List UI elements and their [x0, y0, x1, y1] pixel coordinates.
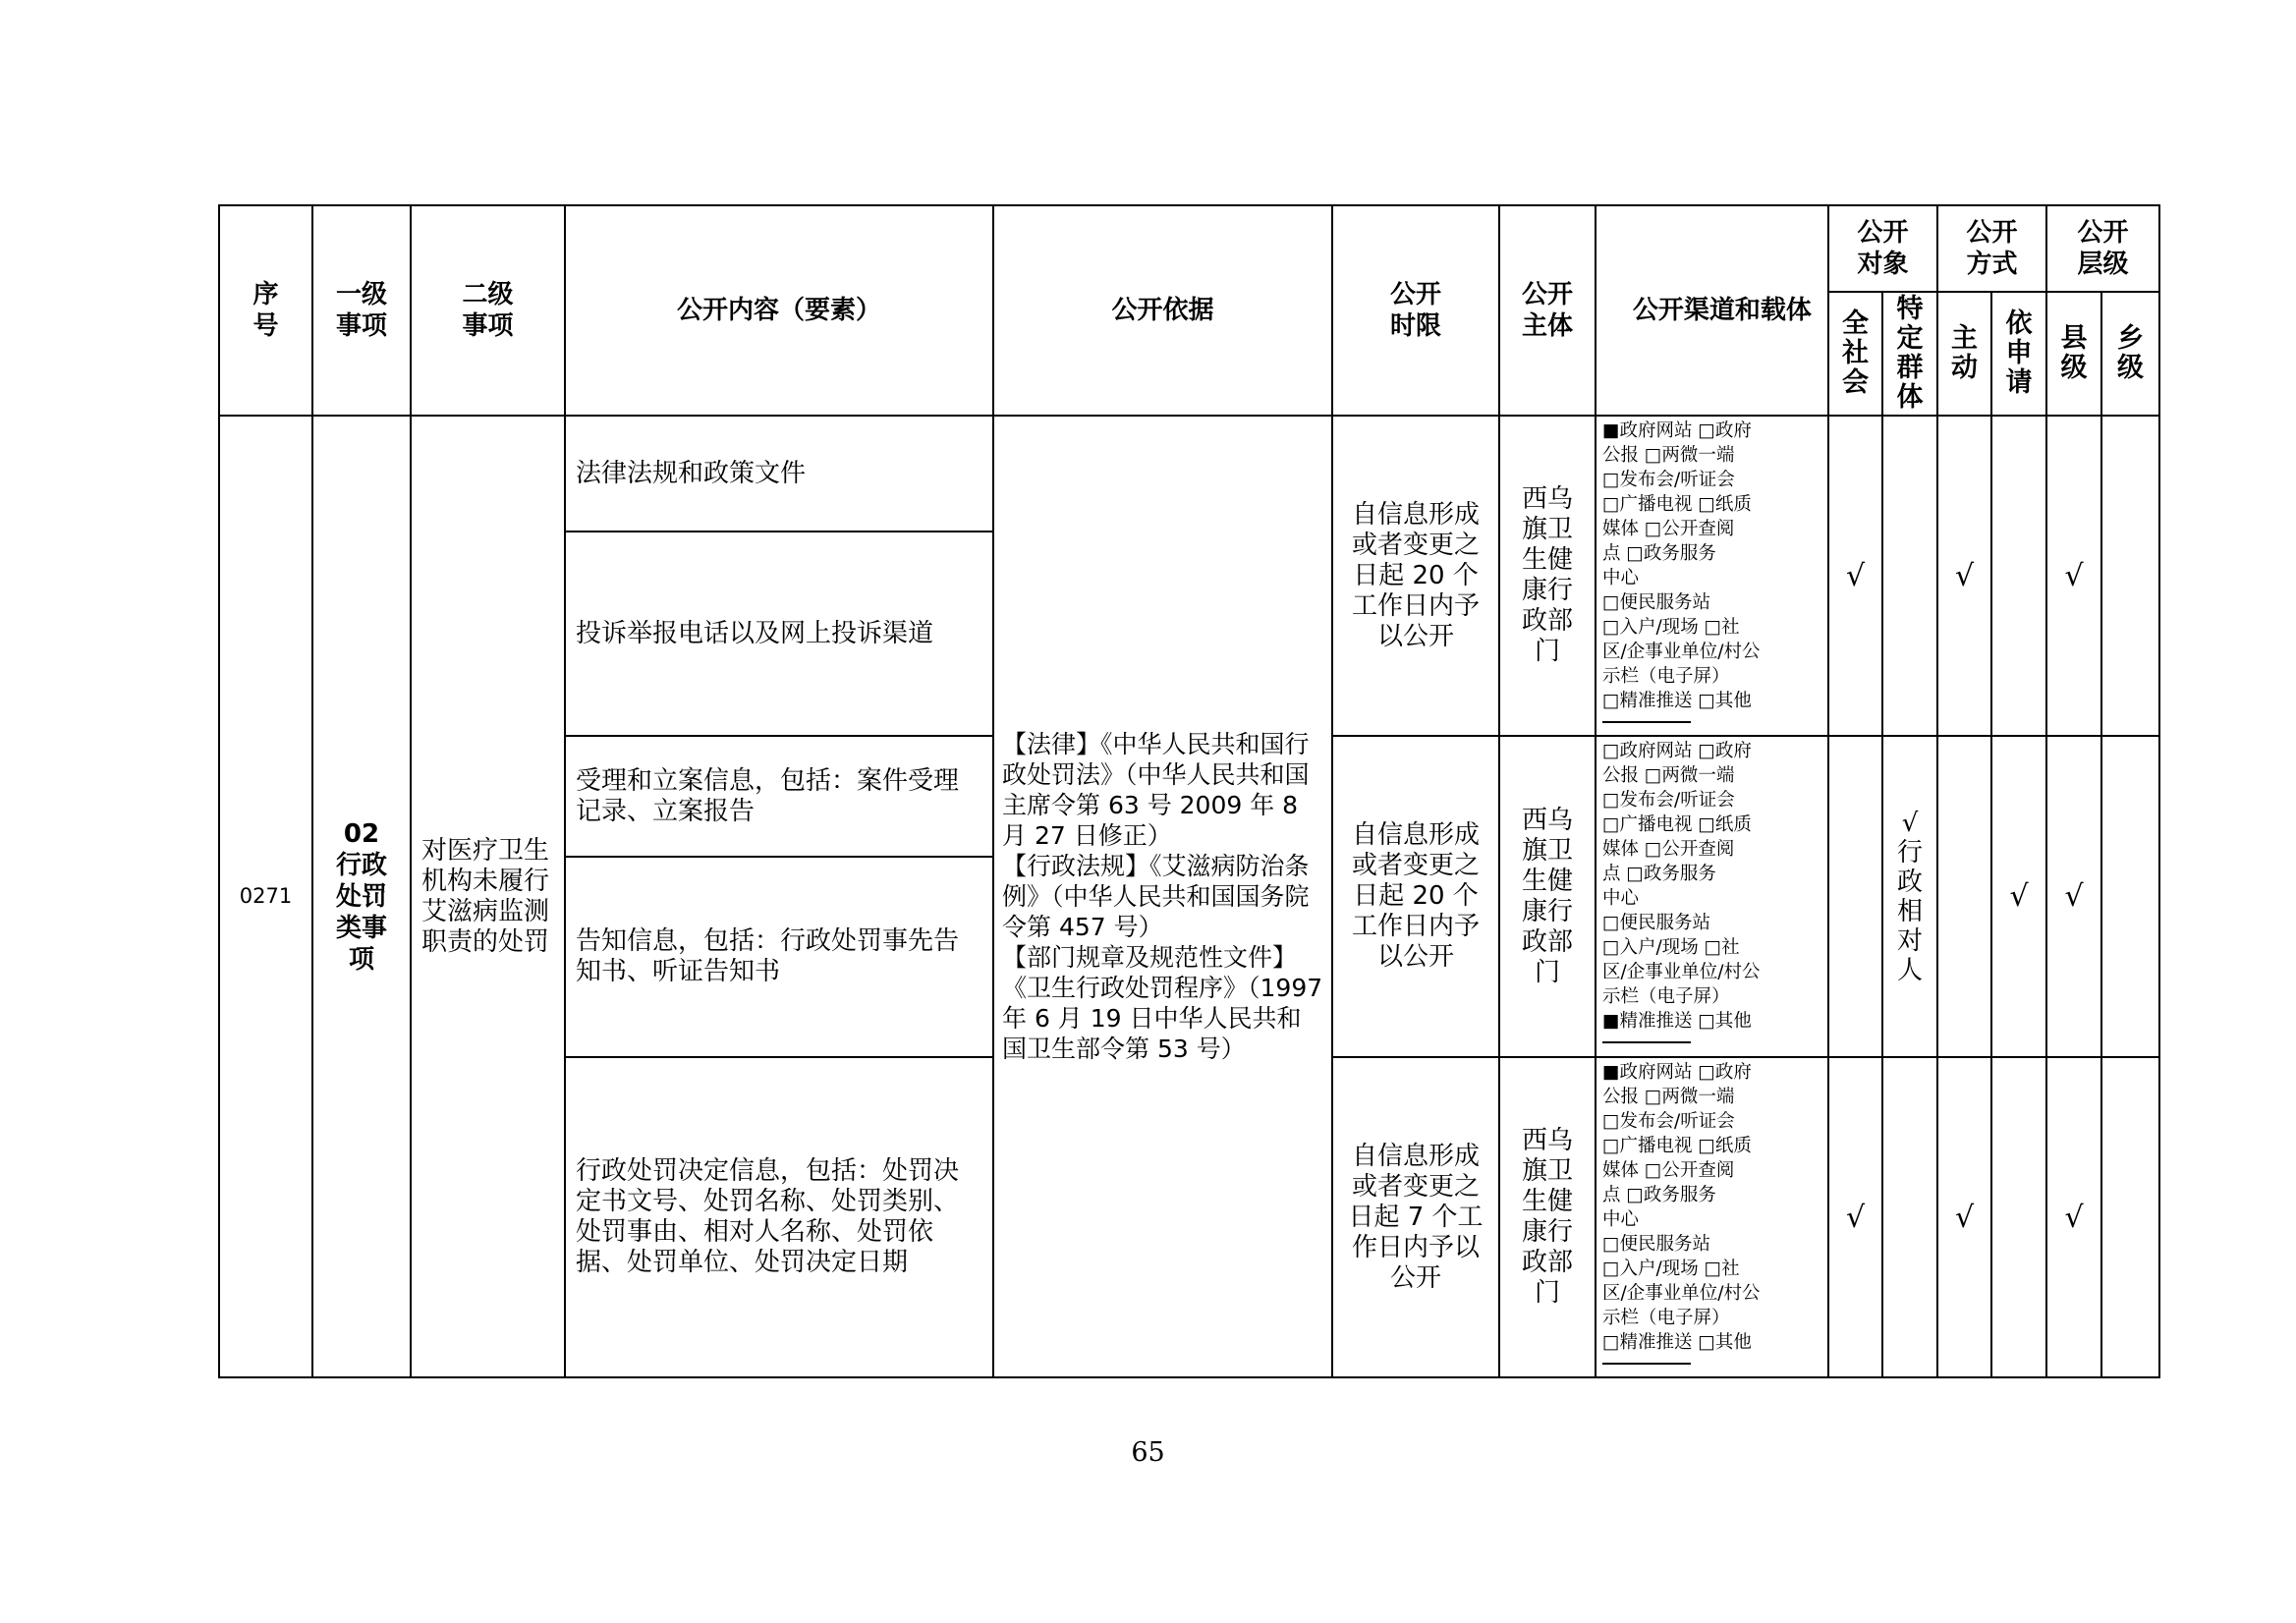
group-1-level-county: √: [2046, 416, 2101, 736]
channel-line: 示栏（电子屏）: [1602, 1308, 1730, 1328]
channel-line: □入户/现场 □社: [1602, 617, 1740, 638]
basis-rules: 【部门规章及规范性文件】《卫生行政处罚程序》（1997 年 6 月 19 日中华人民共和国卫生部令第 53 号）: [1002, 943, 1323, 1063]
header-seq: 序号: [219, 205, 312, 416]
channel-line: □入户/现场 □社: [1602, 1259, 1740, 1279]
channel-line: 点 □政务服务: [1602, 864, 1716, 884]
basis-law: 【法律】《中华人民共和国行政处罚法》（中华人民共和国主席令第 63 号 2009 年 8 月 27 日修正）: [1002, 730, 1310, 850]
header-period: 公开时限: [1332, 205, 1499, 416]
header-method: 公开方式: [1937, 205, 2046, 292]
record-basis: [993, 416, 1332, 1377]
channel-line: 示栏（电子屏）: [1602, 986, 1730, 1007]
channel-underline: [1602, 1041, 1691, 1043]
page-number: 65: [1131, 1437, 1165, 1468]
content-item-5: 行政处罚决定信息，包括：处罚决定书文号、处罚名称、处罚类别、处罚事由、相对人名称、处罚依据、处罚单位、处罚决定日期: [565, 1057, 993, 1377]
channel-line: □发布会/听证会: [1602, 790, 1735, 811]
channel-line: □便民服务站: [1602, 592, 1710, 613]
header-row-1: [219, 205, 2159, 292]
header-target-all: 全社会: [1828, 292, 1882, 416]
channel-line: 媒体 □公开查阅: [1602, 839, 1735, 860]
group-2-method-active: [1937, 736, 1991, 1057]
header-target: 公开对象: [1828, 205, 1937, 292]
header-level-township: 乡级: [2101, 292, 2159, 416]
channel-line: □精准推送 □其他: [1602, 1332, 1752, 1353]
header-level1: 一级事项: [312, 205, 411, 416]
header-level2: 二级事项: [411, 205, 565, 416]
channel-line: ■精准推送 □其他: [1602, 1011, 1752, 1032]
group-3-target-specific: [1882, 1057, 1937, 1377]
group-2-target-all: [1828, 736, 1882, 1057]
record-level1: 02 行政处罚类事项: [312, 416, 411, 1377]
content-item-3: 受理和立案信息，包括：案件受理记录、立案报告: [565, 736, 993, 857]
group-3-level-county: √: [2046, 1057, 2101, 1377]
group-3-method-request: [1991, 1057, 2046, 1377]
channel-line: □广播电视 □纸质: [1602, 494, 1752, 515]
group-2-channel: [1596, 736, 1828, 1057]
group-2-level-county: √: [2046, 736, 2101, 1057]
group-1-period: 自信息形成或者变更之日起 20 个工作日内予以公开: [1332, 416, 1499, 736]
group-1-level-township: [2101, 416, 2159, 736]
content-item-1: 法律法规和政策文件: [565, 416, 993, 532]
channel-line: □发布会/听证会: [1602, 470, 1735, 490]
record-seq: 0271: [219, 416, 312, 1377]
content-item-4: 告知信息，包括：行政处罚事先告知书、听证告知书: [565, 857, 993, 1057]
group-3-channel: [1596, 1057, 1828, 1377]
channel-line: 媒体 □公开查阅: [1602, 1160, 1735, 1181]
header-level: 公开层级: [2046, 205, 2159, 292]
header-target-specific: 特定群体: [1882, 292, 1937, 416]
header-method-active: 主动: [1937, 292, 1991, 416]
group-3-target-all: √: [1828, 1057, 1882, 1377]
group-1-method-request: [1991, 416, 2046, 736]
channel-line: 区/企事业单位/村公: [1602, 962, 1761, 982]
content-item-2: 投诉举报电话以及网上投诉渠道: [565, 532, 993, 736]
channel-line: 中心: [1602, 568, 1640, 588]
group-3-level-township: [2101, 1057, 2159, 1377]
group-2-subject: 西乌旗卫生健康行政部门: [1499, 736, 1596, 1057]
channel-line: □发布会/听证会: [1602, 1111, 1735, 1132]
channel-line: 媒体 □公开查阅: [1602, 519, 1735, 539]
group-2-level-township: [2101, 736, 2159, 1057]
header-content: 公开内容（要素）: [565, 205, 993, 416]
group-2-method-request: √: [1991, 736, 2046, 1057]
group-1-method-active: √: [1937, 416, 1991, 736]
channel-line: 区/企事业单位/村公: [1602, 1283, 1761, 1304]
disclosure-table: [218, 204, 2160, 1378]
record-level2: 对医疗卫生机构未履行艾滋病监测职责的处罚: [411, 416, 565, 1377]
group-3-subject: 西乌旗卫生健康行政部门: [1499, 1057, 1596, 1377]
header-method-request: 依申请: [1991, 292, 2046, 416]
group-3-method-active: √: [1937, 1057, 1991, 1377]
channel-line: 点 □政务服务: [1602, 1185, 1716, 1205]
table-row: [219, 416, 2159, 532]
header-subject: 公开主体: [1499, 205, 1596, 416]
header-basis: 公开依据: [993, 205, 1332, 416]
channel-line: □政府网站 □政府: [1602, 741, 1752, 761]
channel-line: 点 □政务服务: [1602, 543, 1716, 564]
channel-underline: [1602, 1363, 1691, 1365]
group-1-subject: 西乌旗卫生健康行政部门: [1499, 416, 1596, 736]
channel-line: □便民服务站: [1602, 1234, 1710, 1255]
group-3-period: 自信息形成或者变更之日起 7 个工作日内予以公开: [1332, 1057, 1499, 1377]
channel-line: □精准推送 □其他: [1602, 691, 1752, 711]
group-1-target-all: √: [1828, 416, 1882, 736]
group-2-target-specific: √行政相对人: [1882, 736, 1937, 1057]
channel-line: ■政府网站 □政府: [1602, 1062, 1752, 1083]
channel-underline: [1602, 721, 1691, 723]
group-1-target-specific: [1882, 416, 1937, 736]
channel-line: □便民服务站: [1602, 913, 1710, 933]
channel-line: 公报 □两微一端: [1602, 765, 1735, 786]
header-level-county: 县级: [2046, 292, 2101, 416]
channel-line: 区/企事业单位/村公: [1602, 642, 1761, 662]
channel-line: □广播电视 □纸质: [1602, 1136, 1752, 1156]
group-2-period: 自信息形成或者变更之日起 20 个工作日内予以公开: [1332, 736, 1499, 1057]
channel-line: 公报 □两微一端: [1602, 1087, 1735, 1107]
header-channel: 公开渠道和载体: [1596, 205, 1828, 416]
channel-line: □入户/现场 □社: [1602, 937, 1740, 958]
channel-line: 中心: [1602, 1209, 1640, 1230]
basis-regulation: 【行政法规】《艾滋病防治条例》（中华人民共和国国务院令第 457 号）: [1002, 852, 1310, 941]
channel-line: 公报 □两微一端: [1602, 445, 1735, 466]
channel-line: ■政府网站 □政府: [1602, 420, 1752, 441]
channel-line: □广播电视 □纸质: [1602, 814, 1752, 835]
group-1-channel: [1596, 416, 1828, 736]
channel-line: 中心: [1602, 888, 1640, 909]
channel-line: 示栏（电子屏）: [1602, 666, 1730, 687]
